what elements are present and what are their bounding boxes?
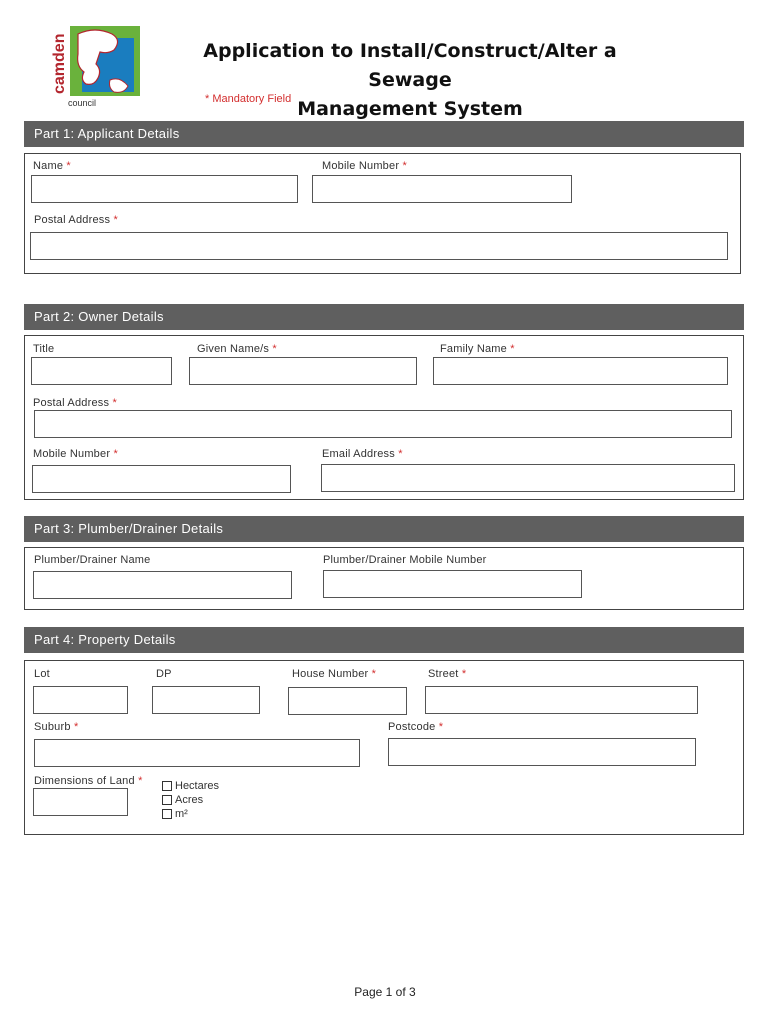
family-name-label: Family Name * (440, 343, 515, 355)
logo-council-text: council (68, 98, 97, 108)
owner-title-label: Title (33, 343, 55, 355)
checkbox-icon (162, 809, 172, 819)
hectares-checkbox[interactable]: Hectares (162, 780, 219, 792)
required-asterisk: * (371, 668, 377, 680)
part3-heading: Part 3: Plumber/Drainer Details (24, 516, 744, 542)
page-title (170, 37, 650, 124)
postcode-label: Postcode * (388, 721, 444, 733)
plumber-mobile-label: Plumber/Drainer Mobile Number (323, 554, 487, 566)
applicant-name-input[interactable] (31, 175, 298, 203)
page-number: Page 1 of 3 (354, 985, 416, 999)
owner-email-label: Email Address * (322, 448, 403, 460)
required-asterisk: * (398, 448, 403, 460)
required-asterisk: * (438, 721, 444, 733)
owner-given-name-input[interactable] (189, 357, 417, 385)
required-asterisk: * (402, 160, 407, 172)
part4-heading: Part 4: Property Details (24, 627, 744, 653)
checkbox-icon (162, 781, 172, 791)
owner-title-input[interactable] (31, 357, 172, 385)
part2-heading: Part 2: Owner Details (24, 304, 744, 330)
dimensions-label: Dimensions of Land * (34, 775, 143, 787)
title-line-2: Management System (297, 98, 523, 120)
owner-postal-label: Postal Address * (33, 397, 117, 409)
dimensions-input[interactable] (33, 788, 128, 816)
required-asterisk: * (66, 160, 71, 172)
required-asterisk: * (113, 214, 118, 226)
owner-mobile-input[interactable] (32, 465, 291, 493)
dp-input[interactable] (152, 686, 260, 714)
checkbox-icon (162, 795, 172, 805)
required-asterisk: * (73, 721, 79, 733)
owner-postal-input[interactable] (34, 410, 732, 438)
title-line-1: Application to Install/Construct/Alter a Sewage (203, 40, 617, 91)
owner-email-input[interactable] (321, 464, 735, 492)
required-asterisk: * (112, 397, 117, 409)
applicant-postal-input[interactable] (30, 232, 728, 260)
required-asterisk: * (138, 775, 143, 787)
square-metres-checkbox[interactable]: m² (162, 808, 188, 820)
house-number-input[interactable] (288, 687, 407, 715)
postal-label: Postal Address * (34, 214, 118, 226)
owner-mobile-label: Mobile Number * (33, 448, 118, 460)
given-name-label: Given Name/s * (197, 343, 277, 355)
suburb-label: Suburb * (34, 721, 79, 733)
suburb-input[interactable] (34, 739, 360, 767)
dp-label: DP (156, 668, 172, 680)
name-label: Name * (33, 160, 71, 172)
required-asterisk: * (113, 448, 118, 460)
camden-council-logo (50, 24, 142, 110)
platypus-logo-icon (50, 24, 142, 110)
mandatory-note: * Mandatory Field (205, 93, 292, 105)
owner-family-name-input[interactable] (433, 357, 728, 385)
street-label: Street * (428, 668, 467, 680)
required-asterisk: * (461, 668, 467, 680)
street-input[interactable] (425, 686, 698, 714)
plumber-name-label: Plumber/Drainer Name (34, 554, 151, 566)
mobile-label: Mobile Number * (322, 160, 407, 172)
postcode-input[interactable] (388, 738, 696, 766)
house-number-label: House Number * (292, 668, 377, 680)
plumber-name-input[interactable] (33, 571, 292, 599)
lot-input[interactable] (33, 686, 128, 714)
plumber-mobile-input[interactable] (323, 570, 582, 598)
part1-heading: Part 1: Applicant Details (24, 121, 744, 147)
acres-checkbox[interactable]: Acres (162, 794, 203, 806)
required-asterisk: * (510, 343, 515, 355)
applicant-mobile-input[interactable] (312, 175, 572, 203)
logo-camden-text: camden (51, 33, 68, 94)
lot-label: Lot (34, 668, 50, 680)
required-asterisk: * (272, 343, 277, 355)
